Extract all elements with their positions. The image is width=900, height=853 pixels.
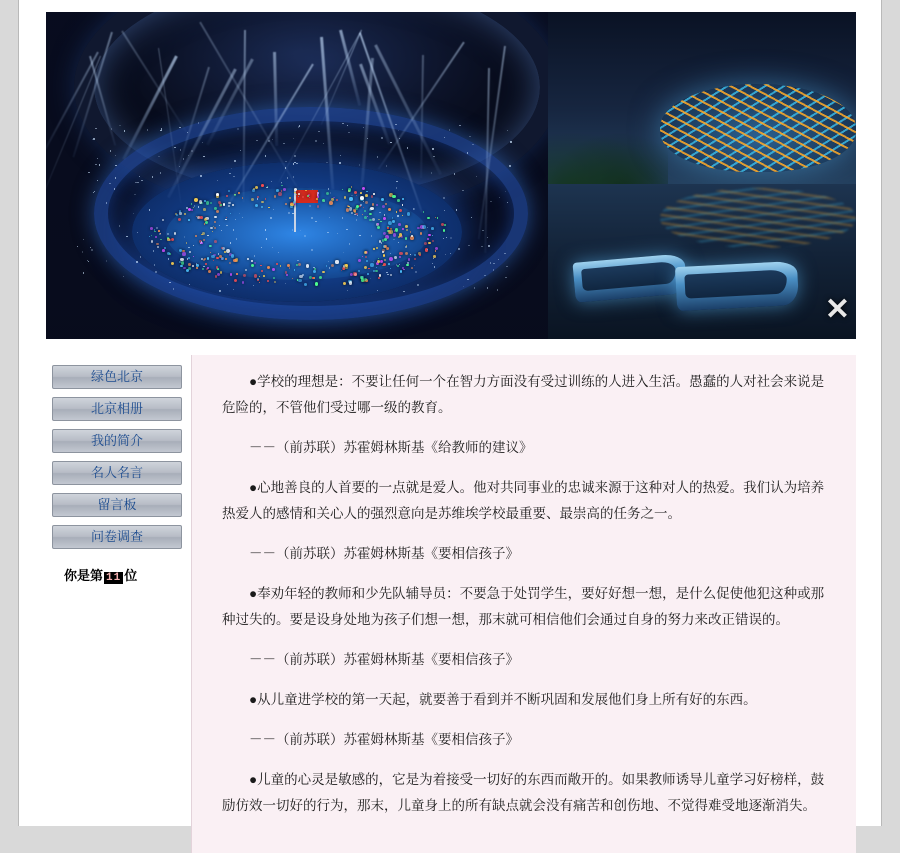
sidebar-item-about-me[interactable]: 我的简介 — [52, 429, 182, 453]
quote-source: －－（前苏联）苏霍姆林斯基《要相信孩子》 — [249, 652, 519, 667]
sidebar-nav — [46, 365, 186, 584]
sidebar-item-guestbook[interactable]: 留言板 — [52, 493, 182, 517]
visitor-counter — [64, 565, 186, 584]
sidebar-item-beijing-album[interactable]: 北京相册 — [52, 397, 182, 421]
birds-nest-night-image — [548, 12, 856, 339]
quote-source: －－（前苏联）苏霍姆林斯基《要相信孩子》 — [249, 732, 519, 747]
quote-content-panel — [191, 355, 856, 853]
boat-right-interior — [684, 269, 787, 298]
water-reflection — [660, 188, 856, 248]
treeline — [548, 132, 668, 190]
quote-paragraph: ●心地善良的人首要的一点就是爱人。他对共同事业的忠诚来源于这种对人的热爱。我们认为培养热爱人的感情和关心人的强烈意向是苏维埃学校最重要、最崇高的任务之一。 — [222, 480, 825, 521]
quote-paragraph: ●从儿童进学校的第一天起，就要善于看到并不断巩固和发展他们身上所有好的东西。 — [249, 692, 757, 707]
page-frame — [18, 0, 882, 826]
quote-paragraph: ●学校的理想是：不要让任何一个在智力方面没有受过训练的人进入生活。愚蠢的人对社会来说是危险的，不管他们受过哪一级的教育。 — [222, 374, 825, 415]
top-banner — [46, 12, 856, 339]
boat-right — [675, 261, 799, 311]
quote-source: －－（前苏联）苏霍姆林斯基《给教师的建议》 — [249, 440, 533, 455]
birds-nest-stadium — [660, 84, 856, 172]
quote-source: －－（前苏联）苏霍姆林斯基《要相信孩子》 — [249, 546, 519, 561]
visitor-counter-value: 11 — [106, 572, 122, 584]
boat-left-interior — [581, 261, 677, 291]
sidebar-item-famous-quotes[interactable]: 名人名言 — [52, 461, 182, 485]
stadium-ceremony-image — [46, 12, 548, 339]
close-icon[interactable]: ✕ — [824, 293, 850, 326]
sidebar-item-survey[interactable]: 问卷调查 — [52, 525, 182, 549]
lower-layout — [46, 355, 856, 815]
quote-paragraph: ●儿童的心灵是敏感的，它是为着接受一切好的东西而敞开的。如果教师诱导儿童学习好榜样，鼓励仿效一切好的行为，那末，儿童身上的所有缺点就会没有痛苦和创伤地、不觉得难受地逐渐消失。 — [222, 772, 825, 813]
visitor-counter-prefix: 你是第 — [64, 568, 104, 583]
visitor-counter-suffix: 位 — [124, 568, 138, 583]
sidebar-item-green-beijing[interactable]: 绿色北京 — [52, 365, 182, 389]
quote-paragraph: ●奉劝年轻的教师和少先队辅导员：不要急于处罚学生，要好好想一想，是什么促使他犯这种或那种过失的。要是设身处地为孩子们想一想，那末就可相信他们会通过自身的努力来改正错误的。 — [222, 586, 825, 627]
